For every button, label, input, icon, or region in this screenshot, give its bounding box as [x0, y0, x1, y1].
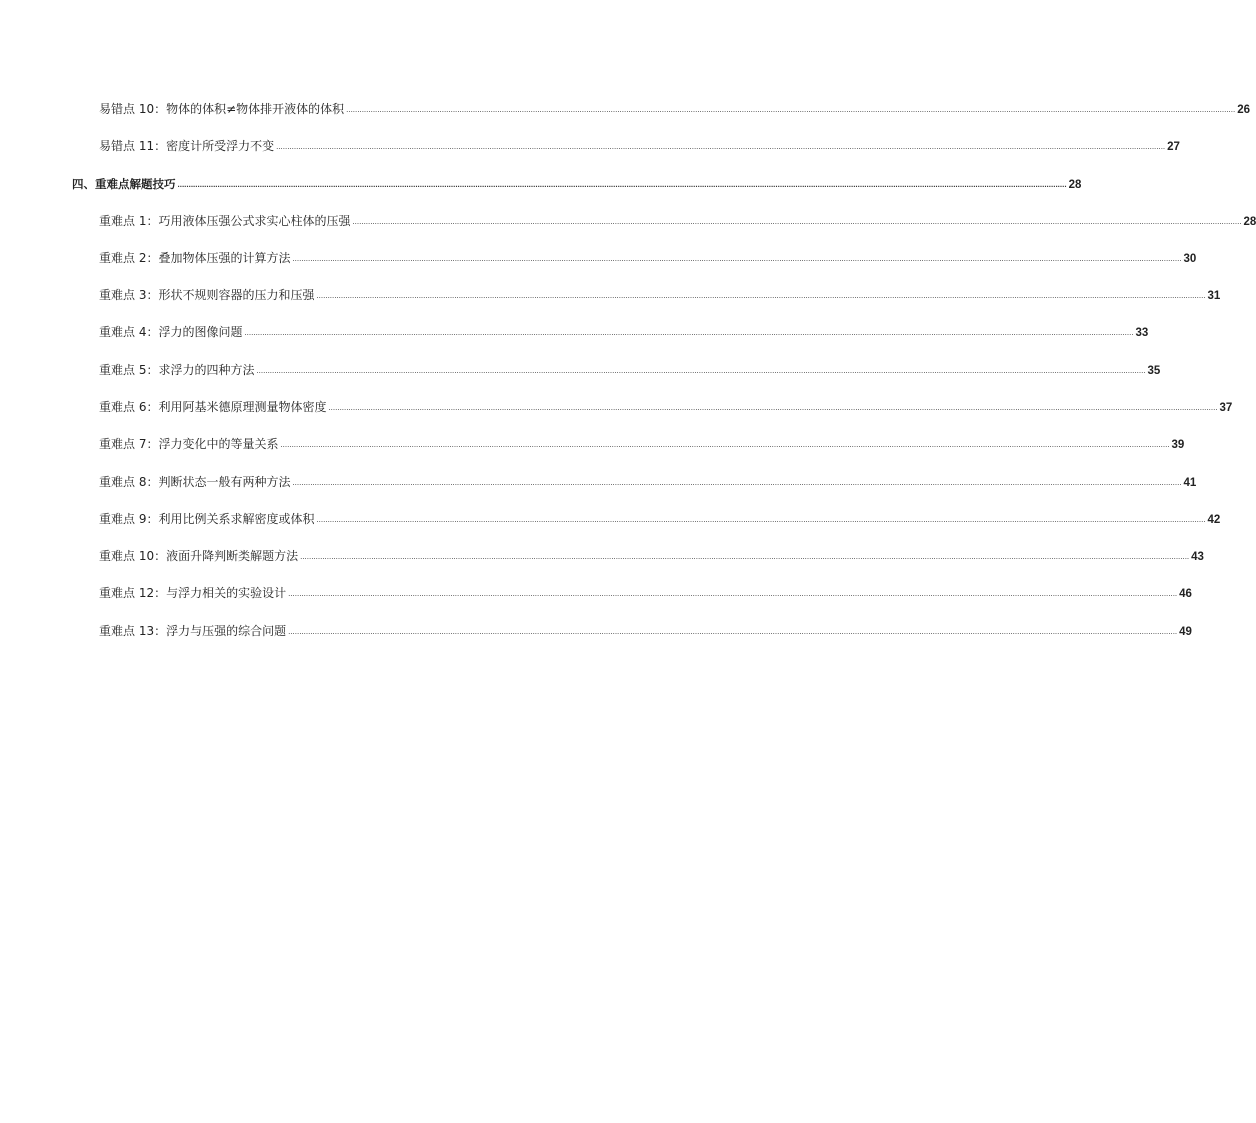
toc-entry-label: 重难点 3：形状不规则容器的压力和压强	[99, 288, 315, 302]
toc-page-number: 33	[1135, 327, 1149, 339]
toc-page-number: 28	[1243, 216, 1256, 228]
toc-page-number: 30	[1183, 253, 1197, 265]
toc-page-number: 37	[1219, 402, 1233, 414]
toc-entry[interactable]	[99, 436, 1185, 452]
toc-entry-label: 重难点 7：浮力变化中的等量关系	[99, 437, 279, 451]
toc-entry-label: 重难点 5：求浮力的四种方法	[99, 363, 255, 377]
toc-entry-label: 重难点 2：叠加物体压强的计算方法	[99, 251, 291, 265]
toc-entry-label: 易错点 10：物体的体积≠物体排开液体的体积	[99, 102, 345, 116]
toc-entry-label: 重难点 4：浮力的图像问题	[99, 325, 243, 339]
toc-entry-label: 重难点 6：利用阿基米德原理测量物体密度	[99, 400, 327, 414]
toc-entry[interactable]	[99, 250, 1197, 266]
toc-section-heading[interactable]	[72, 176, 1082, 192]
toc-page-number: 31	[1207, 290, 1221, 302]
toc-dot-leader: ................................................................................................................................................................................................................................................................................................................................................................................................................	[177, 180, 1067, 189]
toc-entry[interactable]	[99, 101, 1250, 117]
toc-dot-leader: ................................................................................................................................................................................................................................................................................................................................................................................................................	[300, 552, 1190, 561]
toc-dot-leader: ................................................................................................................................................................................................................................................................................................................................................................................................................	[288, 627, 1178, 636]
toc-entry-label: 重难点 10：液面升降判断类解题方法	[99, 549, 299, 563]
toc-page-number: 42	[1207, 514, 1221, 526]
toc-page-number: 46	[1179, 588, 1192, 600]
toc-page-number: 43	[1191, 551, 1204, 563]
toc-entry[interactable]	[99, 585, 1192, 601]
toc-entry-label: 四、重难点解题技巧	[72, 177, 176, 191]
toc-page-number: 41	[1183, 477, 1197, 489]
toc-dot-leader: ................................................................................................................................................................................................................................................................................................................................................................................................................	[316, 291, 1206, 300]
toc-dot-leader: ................................................................................................................................................................................................................................................................................................................................................................................................................	[292, 478, 1182, 487]
toc-page-number: 49	[1179, 626, 1192, 638]
toc-entry-label: 重难点 8：判断状态一般有两种方法	[99, 475, 291, 489]
toc-dot-leader: ................................................................................................................................................................................................................................................................................................................................................................................................................	[292, 254, 1182, 263]
toc-entry[interactable]	[99, 399, 1233, 415]
toc-entry[interactable]	[99, 511, 1221, 527]
toc-dot-leader: ................................................................................................................................................................................................................................................................................................................................................................................................................	[256, 366, 1146, 375]
toc-dot-leader: ................................................................................................................................................................................................................................................................................................................................................................................................................	[280, 440, 1170, 449]
toc-entry[interactable]	[99, 287, 1221, 303]
toc-dot-leader: ................................................................................................................................................................................................................................................................................................................................................................................................................	[346, 105, 1236, 114]
toc-entry[interactable]	[99, 362, 1161, 378]
toc-dot-leader: ................................................................................................................................................................................................................................................................................................................................................................................................................	[276, 142, 1166, 151]
toc-entry[interactable]	[99, 623, 1192, 639]
toc-entry-label: 易错点 11：密度计所受浮力不变	[99, 139, 275, 153]
toc-dot-leader: ................................................................................................................................................................................................................................................................................................................................................................................................................	[244, 328, 1134, 337]
toc-entry-label: 重难点 12：与浮力相关的实验设计	[99, 586, 287, 600]
toc-dot-leader: ................................................................................................................................................................................................................................................................................................................................................................................................................	[328, 403, 1218, 412]
toc-entry[interactable]	[99, 548, 1204, 564]
toc-entry-label: 重难点 1：巧用液体压强公式求实心柱体的压强	[99, 214, 351, 228]
toc-page-number: 26	[1237, 104, 1250, 116]
toc-page-number: 35	[1147, 365, 1161, 377]
toc-dot-leader: ................................................................................................................................................................................................................................................................................................................................................................................................................	[316, 515, 1206, 524]
toc-entry[interactable]	[99, 324, 1149, 340]
toc-dot-leader: ................................................................................................................................................................................................................................................................................................................................................................................................................	[352, 217, 1242, 226]
toc-entry-label: 重难点 13：浮力与压强的综合问题	[99, 624, 287, 638]
toc-page-number: 28	[1068, 179, 1082, 191]
toc-page-number: 39	[1171, 439, 1185, 451]
toc-entry[interactable]	[99, 474, 1197, 490]
toc-entry[interactable]	[99, 138, 1180, 154]
toc-dot-leader: ................................................................................................................................................................................................................................................................................................................................................................................................................	[288, 589, 1178, 598]
toc-entry[interactable]	[99, 213, 1256, 229]
toc-entry-label: 重难点 9：利用比例关系求解密度或体积	[99, 512, 315, 526]
toc-page-number: 27	[1167, 141, 1180, 153]
